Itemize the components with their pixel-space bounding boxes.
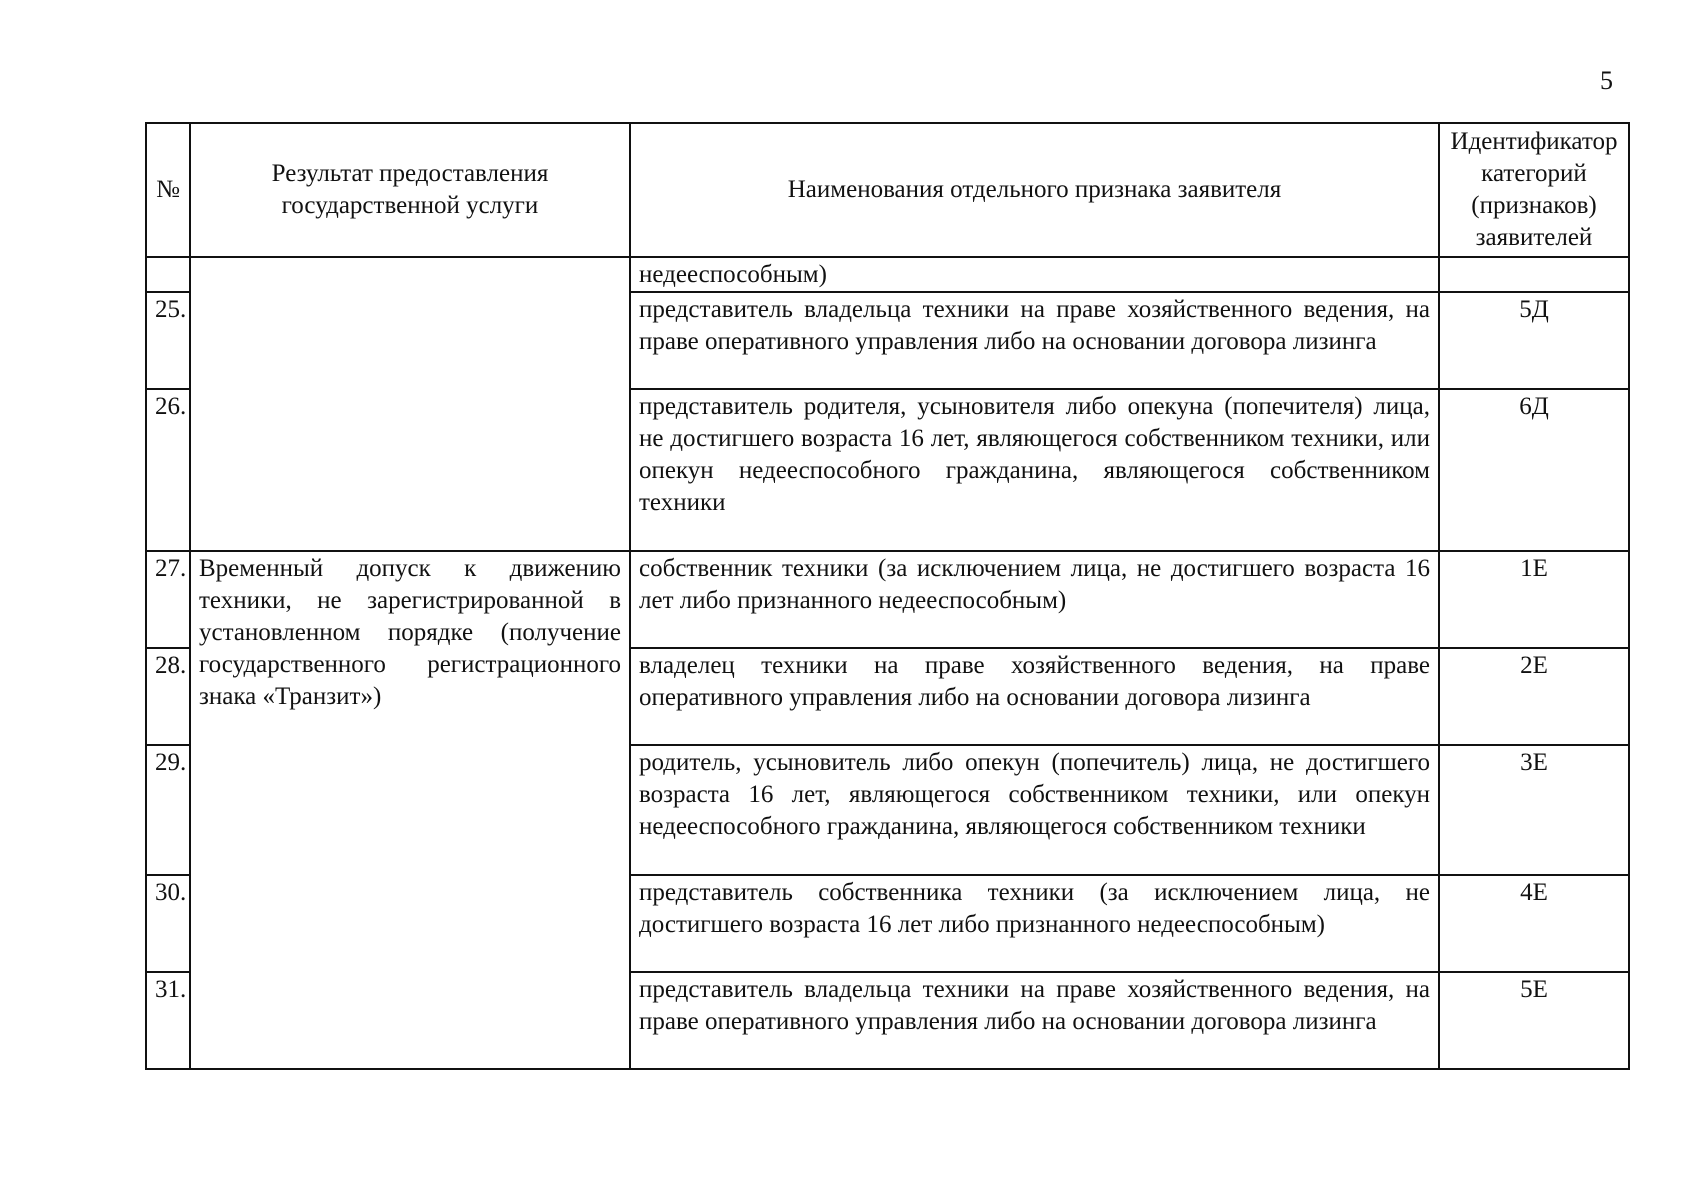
row-number: 29. bbox=[146, 745, 190, 875]
identifier-cell: 4Е bbox=[1439, 875, 1629, 972]
row-number-empty bbox=[146, 257, 190, 292]
header-identifier: Идентификатор категорий (признаков) заявителей bbox=[1439, 123, 1629, 257]
identifier-cell: 6Д bbox=[1439, 389, 1629, 551]
applicant-categories-table bbox=[145, 122, 1630, 1070]
result-cell: Временный допуск к движению техники, не зарегистрированной в установленном порядке (получение государственного регистрационного знака «Транзит») bbox=[190, 551, 630, 1069]
feature-cell: представитель родителя, усыновителя либо опекуна (попечителя) лица, не достигшего возраста 16 лет, являющегося собственником техники, или опекун недееспособного гражданина, являющегося собственником техники bbox=[630, 389, 1439, 551]
feature-cell: собственник техники (за исключением лица, не достигшего возраста 16 лет либо признанного недееспособным) bbox=[630, 551, 1439, 648]
page-number: 5 bbox=[1600, 66, 1613, 95]
feature-cell: представитель владельца техники на праве хозяйственного ведения, на праве оперативного управления либо на основании договора лизинга bbox=[630, 972, 1439, 1069]
feature-cell: родитель, усыновитель либо опекун (попечитель) лица, не достигшего возраста 16 лет, являющегося собственником техники, или опекун недееспособного гражданина, являющегося собственником техники bbox=[630, 745, 1439, 875]
row-number: 30. bbox=[146, 875, 190, 972]
feature-cell: представитель владельца техники на праве хозяйственного ведения, на праве оперативного управления либо на основании договора лизинга bbox=[630, 292, 1439, 389]
identifier-cell: 5Е bbox=[1439, 972, 1629, 1069]
identifier-cell: 2Е bbox=[1439, 648, 1629, 745]
identifier-cell: 3Е bbox=[1439, 745, 1629, 875]
row-number: 31. bbox=[146, 972, 190, 1069]
feature-cell: представитель собственника техники (за исключением лица, не достигшего возраста 16 лет либо признанного недееспособным) bbox=[630, 875, 1439, 972]
table-row-continuation bbox=[146, 257, 1629, 292]
table-header-row bbox=[146, 123, 1629, 257]
header-number: № bbox=[146, 123, 190, 257]
identifier-cell-empty bbox=[1439, 257, 1629, 292]
identifier-cell: 1Е bbox=[1439, 551, 1629, 648]
row-number: 26. bbox=[146, 389, 190, 551]
feature-cell-continuation: недееспособным) bbox=[630, 257, 1439, 292]
header-result: Результат предоставления государственной услуги bbox=[190, 123, 630, 257]
header-feature: Наименования отдельного признака заявителя bbox=[630, 123, 1439, 257]
table-row bbox=[146, 551, 1629, 648]
row-number: 25. bbox=[146, 292, 190, 389]
result-cell-continued bbox=[190, 257, 630, 551]
row-number: 27. bbox=[146, 551, 190, 648]
identifier-cell: 5Д bbox=[1439, 292, 1629, 389]
row-number: 28. bbox=[146, 648, 190, 745]
feature-cell: владелец техники на праве хозяйственного ведения, на праве оперативного управления либо на основании договора лизинга bbox=[630, 648, 1439, 745]
